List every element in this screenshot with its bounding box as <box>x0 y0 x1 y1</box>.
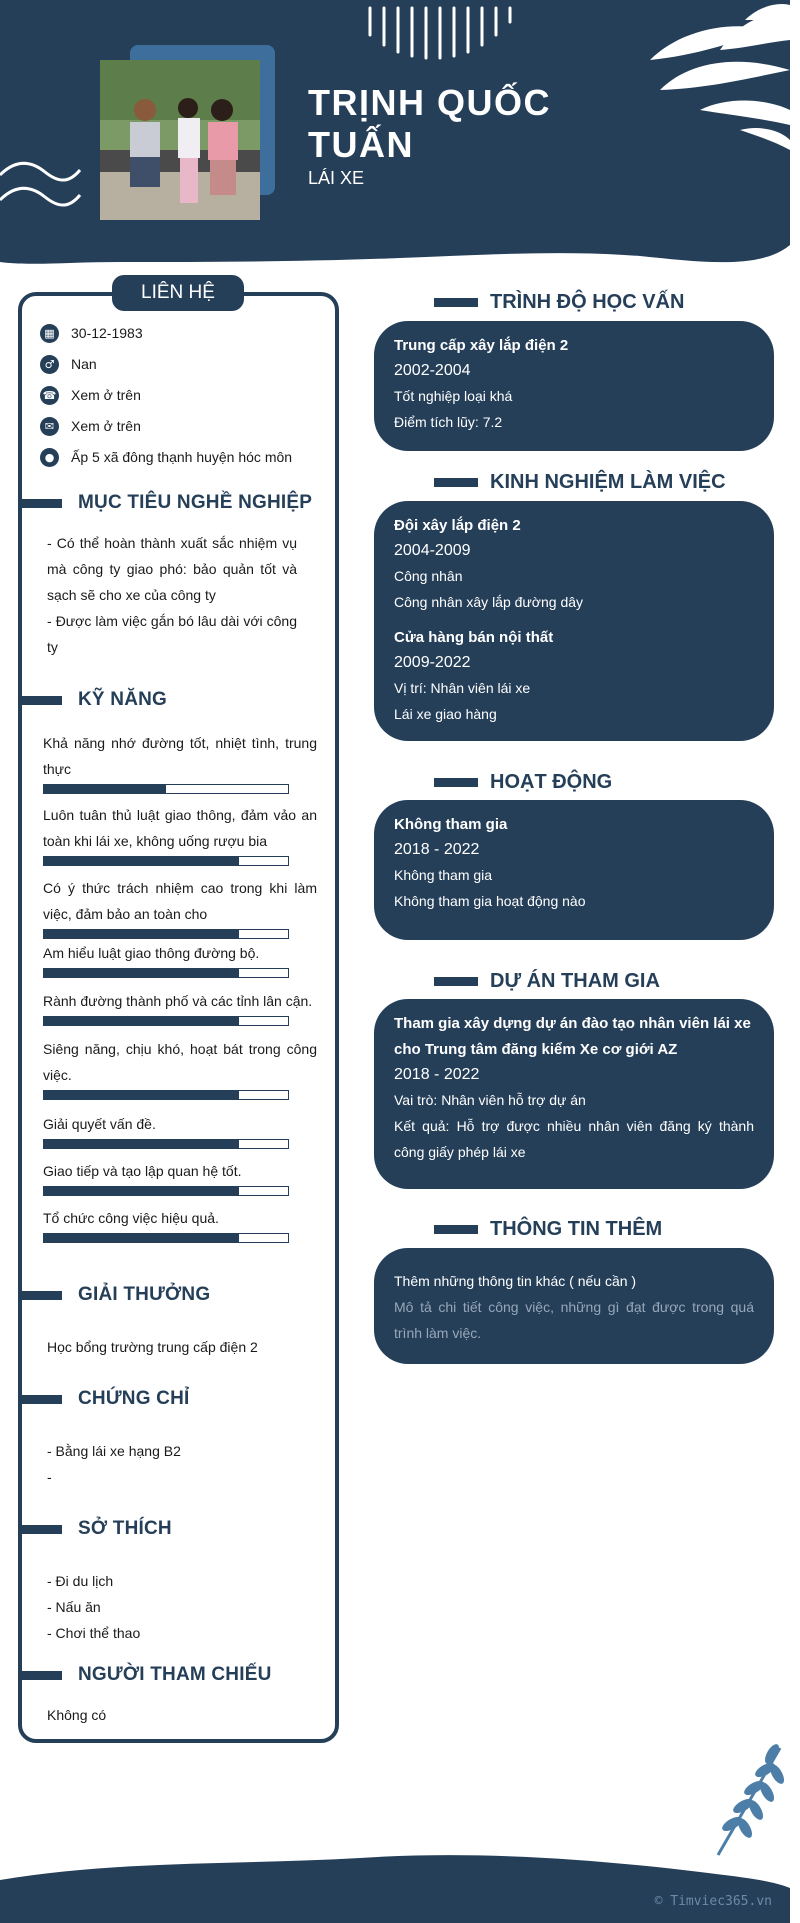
heading-bar <box>434 1225 478 1234</box>
skill-label: Giao tiếp và tạo lập quan hệ tốt. <box>43 1163 242 1179</box>
references-text <box>47 1702 307 1728</box>
skill-level-bar <box>43 968 289 978</box>
skills-heading <box>18 687 167 713</box>
contact-birthday <box>40 322 143 344</box>
section-title: NGƯỜI THAM CHIẾU <box>78 1664 272 1685</box>
entry-years: 2018 - 2022 <box>394 841 480 858</box>
skill-level-bar <box>43 1016 289 1026</box>
skill-label: Luôn tuân thủ luật giao thông, đảm vảo an toàn khi lái xe, không uống rượu bia <box>43 807 317 849</box>
section-title: KỸ NĂNG <box>78 689 168 710</box>
objective-heading <box>18 490 312 516</box>
entry-years: 2009-2022 <box>394 654 471 671</box>
section-title: DỰ ÁN THAM GIA <box>490 969 660 992</box>
section-title: TRÌNH ĐỘ HỌC VẤN <box>490 290 685 313</box>
hobbies-heading <box>18 1516 172 1542</box>
entry-years: 2002-2004 <box>394 362 471 379</box>
hobby-line: - Đi du lịch <box>47 1573 114 1589</box>
section-title: SỞ THÍCH <box>78 1518 172 1539</box>
hobby-line: - Nấu ăn <box>47 1599 101 1615</box>
skill-level-bar <box>43 856 289 866</box>
objective-line: - Có thể hoàn thành xuất sắc nhiệm vụ mà công ty giao phó: bảo quản tốt và sạch sẽ cho xe của công ty <box>47 535 297 603</box>
awards-heading <box>18 1282 210 1308</box>
entry-years: 2004-2009 <box>394 542 471 559</box>
experience-card <box>374 501 774 741</box>
email-icon: ✉ <box>40 417 59 436</box>
education-card <box>374 321 774 451</box>
skill-label: Tổ chức công việc hiệu quả. <box>43 1210 219 1226</box>
skill-item <box>43 730 317 794</box>
skill-item <box>43 802 317 866</box>
award-line: Học bổng trường trung cấp điện 2 <box>47 1339 258 1355</box>
contact-value: Ấp 5 xã đông thạnh huyện hóc môn <box>71 449 293 465</box>
heading-bar <box>434 478 478 487</box>
entry-line: Không tham gia hoạt động nào <box>394 893 586 909</box>
entry-line: Công nhân <box>394 568 463 584</box>
additional-card <box>374 1248 774 1364</box>
job-title: LÁI XE <box>308 168 365 188</box>
skill-item <box>43 1036 317 1100</box>
heading-bar <box>434 778 478 787</box>
contact-value: Xem ở trên <box>71 387 141 403</box>
entry-years: 2018 - 2022 <box>394 1066 480 1083</box>
skill-item <box>43 875 317 939</box>
entry-name: Trung cấp xây lắp điện 2 <box>394 337 569 354</box>
projects-card <box>374 999 774 1189</box>
skill-level-bar <box>43 1139 289 1149</box>
experience-heading <box>434 467 726 497</box>
certificates-heading <box>18 1386 190 1412</box>
contact-value: Nan <box>71 356 97 372</box>
skill-level-bar <box>43 929 289 939</box>
contact-phone <box>40 384 141 406</box>
entry-line: Vị trí: Nhân viên lái xe <box>394 680 531 696</box>
heading-bar <box>18 1525 62 1534</box>
entry-line: Công nhân xây lắp đường dây <box>394 594 584 610</box>
skill-label: Có ý thức trách nhiệm cao trong khi làm việc, đảm bảo an toàn cho <box>43 880 317 922</box>
certificate-line: - Bằng lái xe hạng B2 <box>47 1443 181 1459</box>
skill-level-fill <box>44 857 239 865</box>
skill-label: Siêng năng, chịu khó, hoạt bát trong công việc. <box>43 1041 317 1083</box>
heading-bar <box>18 1395 62 1404</box>
skill-level-fill <box>44 1017 239 1025</box>
profile-photo <box>100 60 260 220</box>
skill-level-fill <box>44 785 166 793</box>
header-banner <box>0 0 790 270</box>
watermark: © Timviec365.vn <box>654 1894 772 1909</box>
skill-label: Khả năng nhớ đường tốt, nhiệt tình, trung thực <box>43 735 317 777</box>
skill-level-fill <box>44 1091 239 1099</box>
skill-label: Giải quyết vấn đề. <box>43 1116 156 1132</box>
phone-icon: ☎ <box>40 386 59 405</box>
candidate-name: TRỊNH QUỐC TUẤN <box>308 82 551 165</box>
entry-name: Không tham gia <box>394 816 508 833</box>
section-title: KINH NGHIỆM LÀM VIỆC <box>490 470 726 493</box>
heading-bar <box>18 1671 62 1680</box>
skill-label: Am hiểu luật giao thông đường bộ. <box>43 945 260 961</box>
objective-text <box>47 530 297 660</box>
hobbies-text <box>47 1568 307 1646</box>
education-heading <box>434 287 684 317</box>
projects-heading <box>434 966 660 996</box>
objective-line: - Được làm việc gắn bó lâu dài với công ty <box>47 613 297 655</box>
skill-level-fill <box>44 930 239 938</box>
entry-name: Đội xây lắp điện 2 <box>394 517 521 534</box>
skill-level-bar <box>43 1186 289 1196</box>
entry-line: Lái xe giao hàng <box>394 706 497 722</box>
additional-line: Thêm những thông tin khác ( nếu cần ) <box>394 1273 637 1289</box>
skill-level-bar <box>43 784 289 794</box>
certificates-text <box>47 1438 307 1490</box>
contact-title: LIÊN HỆ <box>112 275 244 311</box>
awards-text <box>47 1334 307 1360</box>
skill-item <box>43 1158 317 1196</box>
activities-heading <box>434 767 612 797</box>
contact-value: Xem ở trên <box>71 418 141 434</box>
skill-item <box>43 940 317 978</box>
skill-item <box>43 1111 317 1149</box>
additional-placeholder: Mô tả chi tiết công việc, những gì đạt được trong quá trình làm việc. <box>394 1299 754 1341</box>
skill-level-fill <box>44 969 239 977</box>
location-pin-icon: ● <box>40 448 59 467</box>
heading-bar <box>18 696 62 705</box>
heading-bar <box>18 499 62 508</box>
entry-line: Tốt nghiệp loại khá <box>394 388 513 404</box>
skill-item <box>43 1205 317 1243</box>
entry-line: Kết quả: Hỗ trợ được nhiều nhân viên đăng ký thành công giấy phép lái xe <box>394 1118 754 1160</box>
skill-level-fill <box>44 1140 239 1148</box>
heading-bar <box>434 977 478 986</box>
skill-level-fill <box>44 1234 239 1242</box>
section-title: CHỨNG CHỈ <box>78 1388 190 1409</box>
skill-label: Rành đường thành phố và các tỉnh lân cận. <box>43 993 313 1009</box>
activities-card <box>374 800 774 940</box>
skill-level-bar <box>43 1090 289 1100</box>
additional-heading <box>434 1214 662 1244</box>
section-title: HOẠT ĐỘNG <box>490 770 613 793</box>
section-title: THÔNG TIN THÊM <box>490 1217 663 1240</box>
gender-icon: ♂ <box>40 355 59 374</box>
heading-bar <box>18 1291 62 1300</box>
contact-gender <box>40 353 97 375</box>
contact-value: 30-12-1983 <box>71 325 143 341</box>
reference-line: Không có <box>47 1707 107 1723</box>
contact-email <box>40 415 141 437</box>
certificate-line: - <box>47 1469 52 1485</box>
entry-name: Tham gia xây dựng dự án đào tạo nhân viên lái xe cho Trung tâm đăng kiểm Xe cơ giới AZ <box>394 1015 751 1058</box>
footer-banner <box>0 1820 790 1923</box>
entry-line: Vai trò: Nhân viên hỗ trợ dự án <box>394 1092 586 1108</box>
skill-level-bar <box>43 1233 289 1243</box>
entry-line: Không tham gia <box>394 867 493 883</box>
section-title: MỤC TIÊU NGHỀ NGHIỆP <box>78 492 313 513</box>
skill-level-fill <box>44 1187 239 1195</box>
heading-bar <box>434 298 478 307</box>
entry-name: Cửa hàng bán nội thất <box>394 629 554 646</box>
cake-icon: ▦ <box>40 324 59 343</box>
hobby-line: - Chơi thể thao <box>47 1625 141 1641</box>
entry-line: Điểm tích lũy: 7.2 <box>394 414 503 430</box>
contact-address <box>40 446 292 468</box>
references-heading <box>18 1662 272 1688</box>
section-title: GIẢI THƯỞNG <box>78 1284 211 1305</box>
skill-item <box>43 988 317 1026</box>
